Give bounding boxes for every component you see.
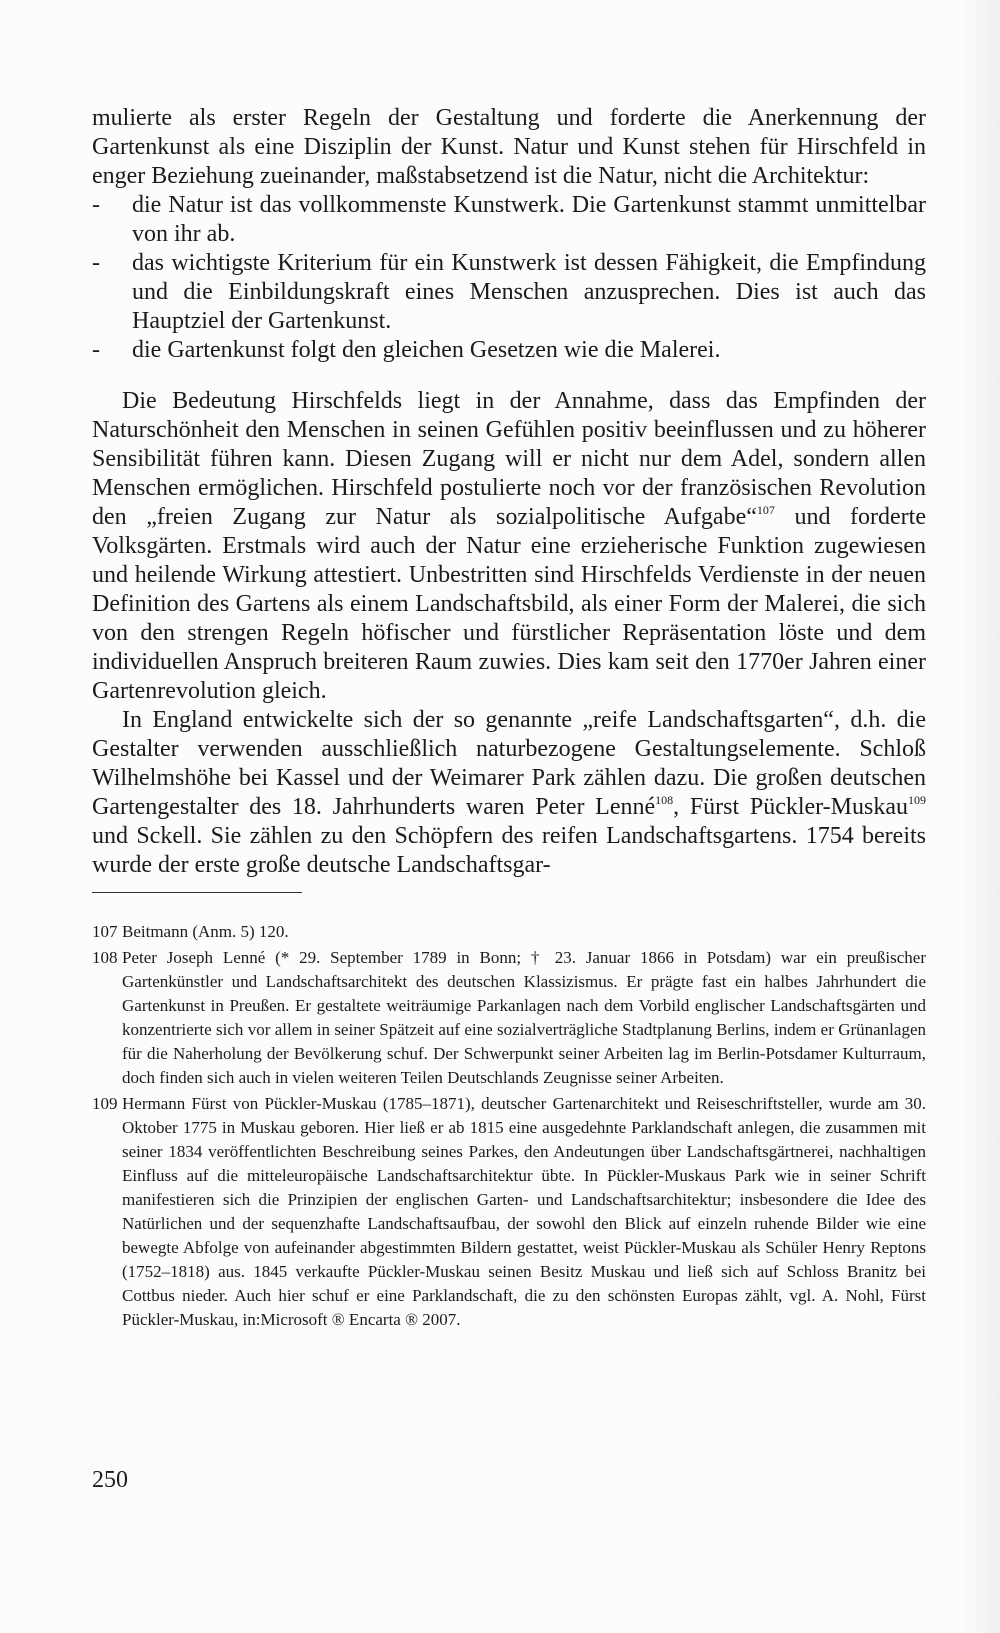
list-dash: - [92, 192, 100, 218]
paragraph-text: und forderte Volksgärten. Erstmals wird auch der Natur eine erzieherische Funktion zugewiesen und heilende Wirkung attestiert. Unbestritten sind Hirschfelds Verdienste in der neuen Definition des Gartens als einem Landschaftsbild, als einer Form der Malerei, die sich von den strengen Regeln höfischer und fürstlicher Repräsentation löste und dem individuellen Anspruch breiteren Raum zuwies. Dies kam seit den 1770er Jahren einer Gartenrevolution gleich. [92, 504, 926, 704]
paragraph-text: In England entwickelte sich der so genannte „reife Landschaftsgarten“, d.h. die Gestalter verwenden ausschließlich naturbezogene Gestaltungselemente. Schloß Wilhelmshöhe bei Kassel und der Weimarer Park zählen dazu. Die großen deutschen Gartengestalter des 18. Jahrhunderts waren Peter Lenné [92, 707, 926, 820]
list-item [92, 249, 926, 336]
intro-paragraph: mulierte als erster Regeln der Gestaltung und forderte die Anerkennung der Gartenkunst als eine Disziplin der Kunst. Natur und Kunst stehen für Hirschfeld in enger Beziehung zueinander, maßstabsetzend ist die Natur, nicht die Architektur: [92, 105, 926, 189]
list-item-text: die Gartenkunst folgt den gleichen Gesetzen wie die Malerei. [132, 337, 721, 363]
footnote-number: 108 [92, 948, 118, 967]
main-text [92, 104, 926, 880]
list-item-text: die Natur ist das vollkommenste Kunstwerk. Die Gartenkunst stammt unmittelbar von ihr ab. [132, 192, 926, 247]
footnote [92, 920, 926, 944]
criteria-list [92, 191, 926, 365]
list-dash: - [92, 250, 100, 276]
footnote-ref[interactable]: 109 [908, 793, 926, 807]
footnote-separator [92, 892, 302, 893]
footnote-ref[interactable]: 108 [655, 793, 674, 807]
footnote [92, 1092, 926, 1332]
list-dash: - [92, 337, 100, 363]
footnote-ref[interactable]: 107 [756, 503, 775, 517]
list-item [92, 336, 926, 365]
body-paragraph [92, 387, 926, 706]
list-item [92, 191, 926, 249]
paragraph-text: , Fürst Pückler-Muskau [673, 794, 908, 820]
footnote [92, 946, 926, 1090]
footnote-number: 109 [92, 1094, 118, 1113]
footnotes [92, 920, 926, 1334]
list-item-text: das wichtigste Kriterium für ein Kunstwerk ist dessen Fähigkeit, die Empfindung und die Einbildungskraft eines Menschen anzusprechen. Dies ist auch das Hauptziel der Gartenkunst. [132, 250, 926, 334]
footnote-text: Hermann Fürst von Pückler-Muskau (1785–1871), deutscher Gartenarchitekt und Reiseschriftsteller, wurde am 30. Oktober 1775 in Muskau geboren. Hier ließ er ab 1815 eine ausgedehnte Parklandschaft anlegen, die zusammen mit seiner 1834 veröffentlichten Beschreibung seines Parkes, den Andeutungen über Landschaftsgärtnerei, nachhaltigen Einfluss auf die mitteleuropäische Landschaftsarchitektur übte. In Pückler-Muskaus Park wie in seiner Schrift manifestieren sich die Prinzipien der englischen Garten- und Landschaftsarchitektur; insbesondere die Idee des Natürlichen und der sequenzhafte Landschaftsaufbau, der sowohl den Blick auf einzeln ruhende Bilder wie eine bewegte Abfolge von aufeinander abgestimmten Bildern gestattet, weist Pückler-Muskau als Schüler Henry Reptons (1752–1818) aus. 1845 verkaufte Pückler-Muskau seinen Besitz Muskau und ließ sich auf Schloss Branitz bei Cottbus nieder. Auch hier schuf er eine Parklandschaft, die zu den schönsten Europas zählt, vgl. A. Nohl, Fürst Pückler-Muskau, in:Microsoft ® Encarta ® 2007. [122, 1094, 926, 1329]
paragraph-text: Die Bedeutung Hirschfelds liegt in der Annahme, dass das Empfinden der Naturschönheit den Menschen in seinen Gefühlen positiv beeinflussen und zu höherer Sensibilität führen kann. Diesen Zugang will er nicht nur dem Adel, sondern allen Menschen ermöglichen. Hirschfeld postulierte noch vor der französischen Revolution den „freien Zugang zur Natur als sozialpolitische Aufgabe“ [92, 388, 926, 530]
body-paragraph [92, 706, 926, 880]
footnote-number: 107 [92, 922, 118, 941]
binding-shadow [960, 0, 1000, 1633]
page-number: 250 [92, 1467, 128, 1493]
paragraph-text: und Sckell. Sie zählen zu den Schöpfern des reifen Landschaftsgartens. 1754 bereits wurde der erste große deutsche Landschaftsgar- [92, 823, 926, 878]
footnote-text: Peter Joseph Lenné (* 29. September 1789 in Bonn; † 23. Januar 1866 in Potsdam) war ein preußischer Gartenkünstler und Landschaftsarchitekt des deutschen Klassizismus. Er prägte fast ein halbes Jahrhundert die Gartenkunst in Preußen. Er gestaltete weiträumige Parkanlagen nach dem Vorbild englischer Landschaftsgärten und konzentrierte sich vor allem in seiner Spätzeit auf eine sozialverträgliche Stadtplanung Berlins, indem er Grünanlagen für die Naherholung der Bevölkerung schuf. Der Schwerpunkt seiner Arbeiten lag im Berlin-Potsdamer Kulturraum, doch finden sich auch in vielen weiteren Teilen Deutschlands Zeugnisse seiner Arbeiten. [122, 948, 926, 1087]
footnote-text: Beitmann (Anm. 5) 120. [122, 922, 289, 941]
